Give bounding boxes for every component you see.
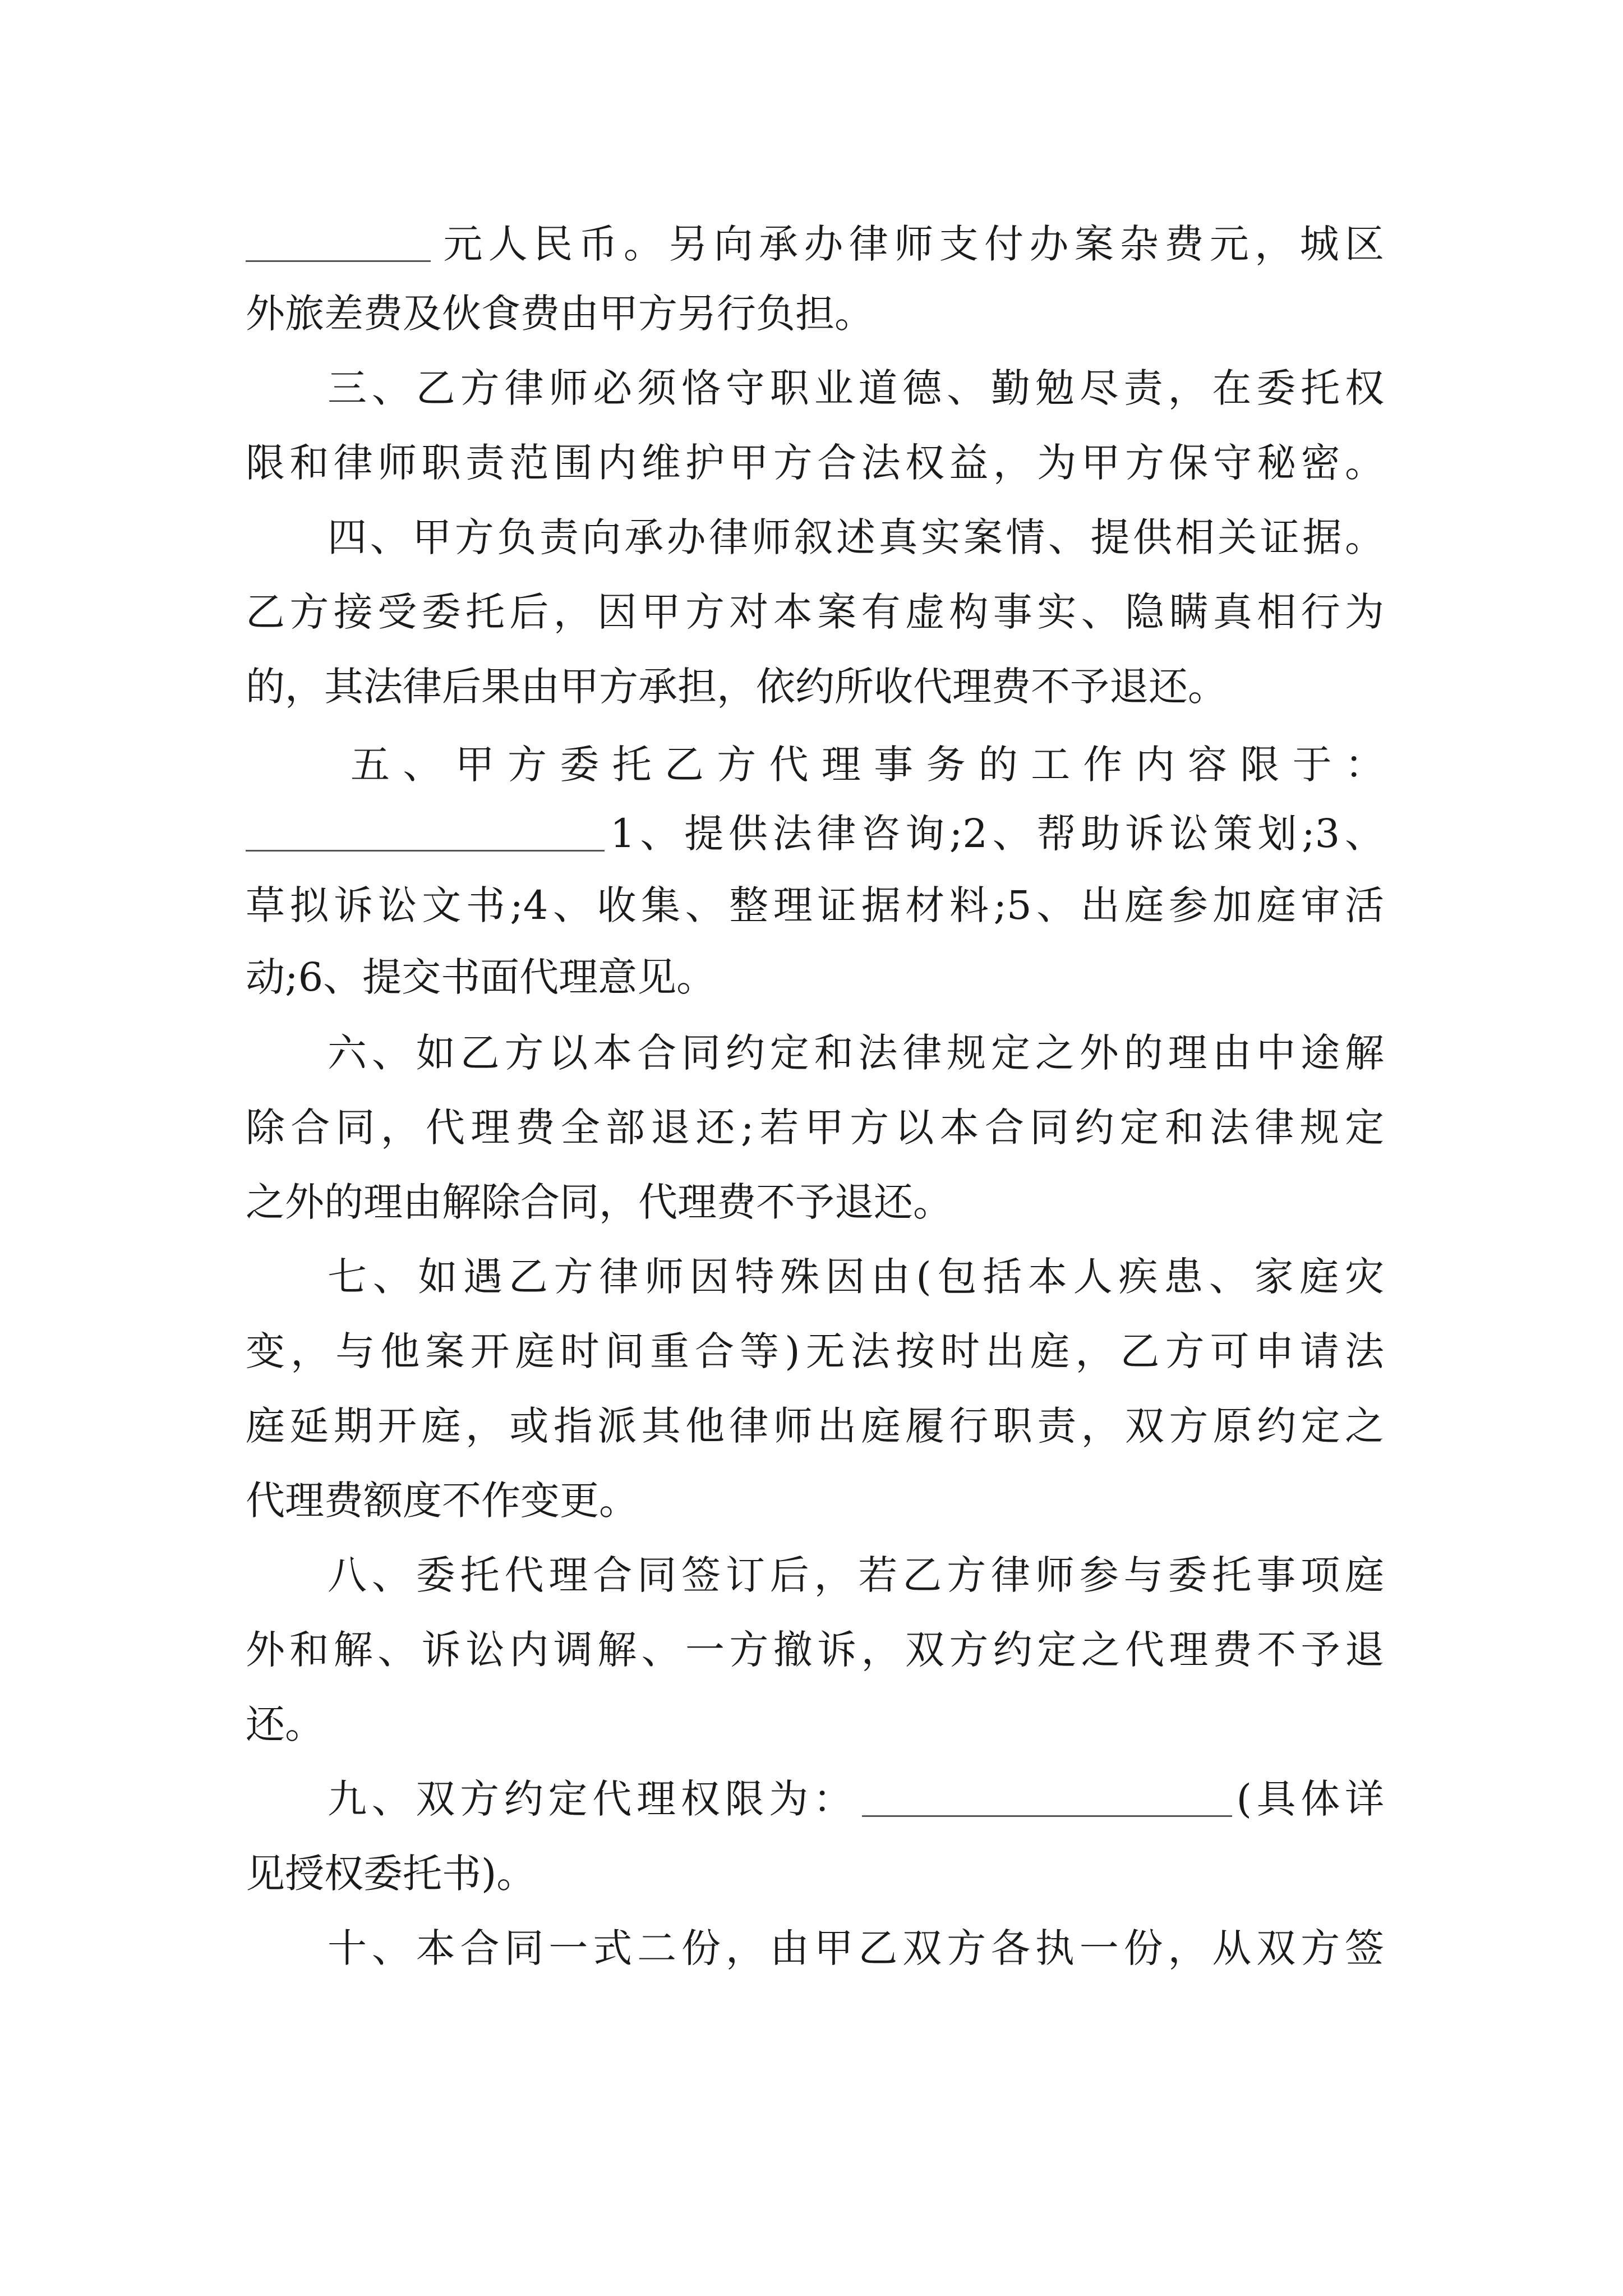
- clause-8-line-1: 八、委托代理合同签订后，若乙方律师参与委托事项庭: [328, 1552, 1384, 1598]
- clause-4-line-2: 乙方接受委托后，因甲方对本案有虚构事实、隐瞒真相行为: [246, 589, 1384, 635]
- clause-7-line-1: 七、如遇乙方律师因特殊因由(包括本人疾患、家庭灾: [328, 1254, 1384, 1300]
- blank-fee-field: [246, 221, 431, 262]
- clause-6-line-3: 之外的理由解除合同，代理费不予退还。: [246, 1179, 952, 1225]
- clause-9-line-1: 九、双方约定代理权限为： (具体详: [328, 1776, 1385, 1822]
- clause-7-line-4: 代理费额度不作变更。: [246, 1478, 638, 1524]
- clause-7-line-2: 变，与他案开庭时间重合等)无法按时出庭，乙方可申请法: [246, 1328, 1384, 1374]
- blank-authority-field: [862, 1776, 1232, 1817]
- clause-4-line-1: 四、甲方负责向承办律师叙述真实案情、提供相关证据。: [328, 514, 1384, 560]
- clause-6-line-2: 除合同，代理费全部退还;若甲方以本合同约定和法律规定: [246, 1105, 1384, 1151]
- clause-5-line-4: 动;6、提交书面代理意见。: [246, 954, 716, 1000]
- clause-7-line-3: 庭延期开庭，或指派其他律师出庭履行职责，双方原约定之: [246, 1403, 1384, 1449]
- clause-3-line-1: 三、乙方律师必须恪守职业道德、勤勉尽责，在委托权: [328, 365, 1384, 411]
- clause-6-line-1: 六、如乙方以本合同约定和法律规定之外的理由中途解: [328, 1030, 1384, 1076]
- clause-5-line-1: 五、甲方委托乙方代理事务的工作内容限于：: [351, 742, 1384, 788]
- clause-3-line-2: 限和律师职责范围内维护甲方合法权益，为甲方保守秘密。: [246, 440, 1384, 486]
- text-line-2: 外旅差费及伙食费由甲方另行负担。: [246, 291, 874, 337]
- clause-10-line-1: 十、本合同一式二份，由甲乙双方各执一份，从双方签: [328, 1925, 1384, 1971]
- clause-8-line-3: 还。: [246, 1701, 324, 1747]
- clause-5-line-2: 1、提供法律咨询;2、帮助诉讼策划;3、: [246, 803, 1384, 864]
- clause-5-line-3: 草拟诉讼文书;4、收集、整理证据材料;5、出庭参加庭审活: [246, 882, 1384, 928]
- clause-4-line-3: 的，其法律后果由甲方承担，依约所收代理费不予退还。: [246, 664, 1227, 710]
- text-line-1: 元人民币。另向承办律师支付办案杂费元，城区: [246, 213, 1384, 275]
- clause-8-line-2: 外和解、诉讼内调解、一方撤诉，双方约定之代理费不予退: [246, 1627, 1384, 1673]
- clause-9-line-2: 见授权委托书)。: [246, 1851, 536, 1897]
- blank-work-scope-field: [246, 811, 605, 852]
